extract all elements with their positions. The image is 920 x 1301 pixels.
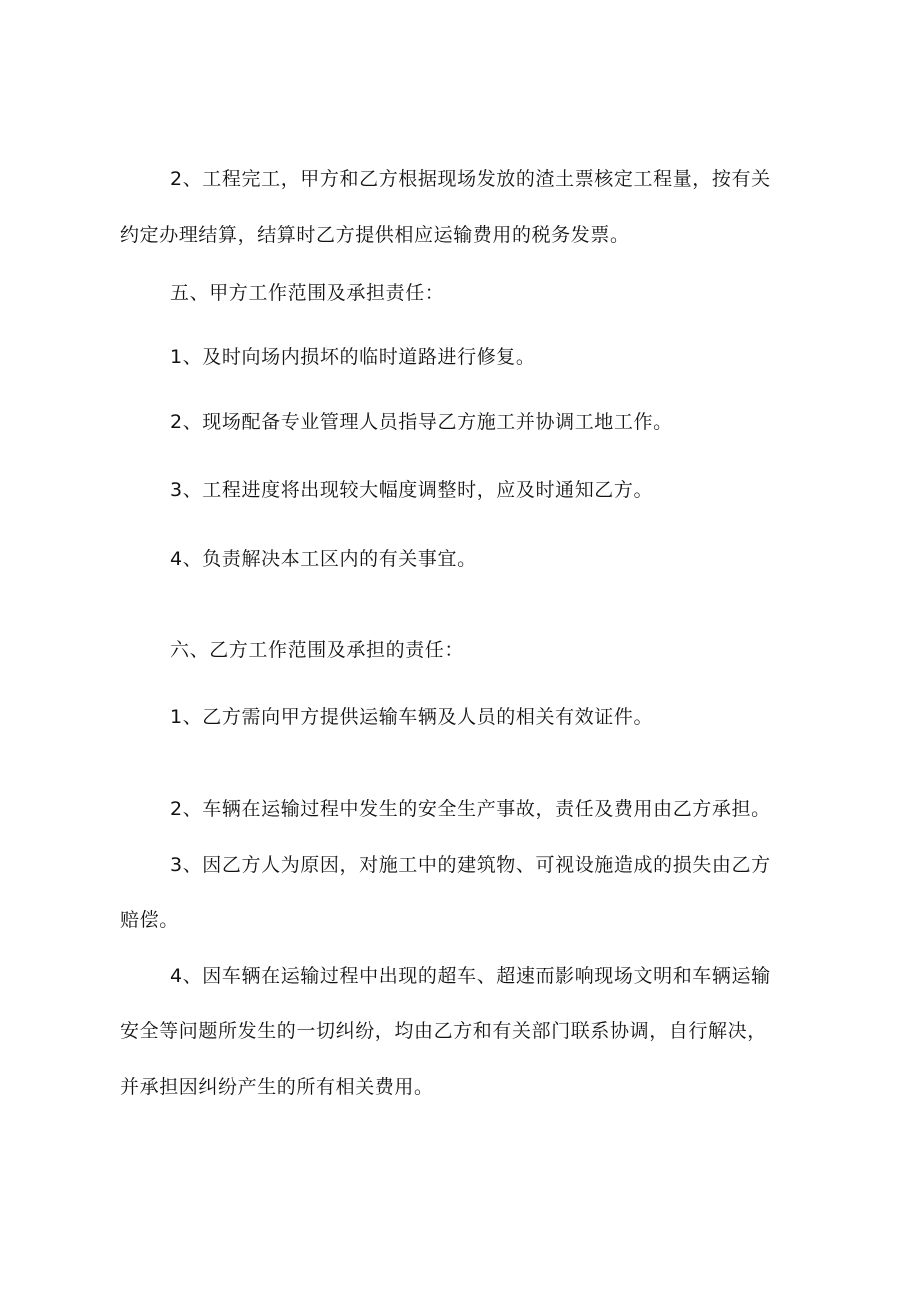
section-six-item-4-line-1: 4、因车辆在运输过程中出现的超车、超速而影响现场文明和车辆运输 <box>170 965 771 987</box>
section-six-item-4-line-2: 安全等问题所发生的一切纠纷，均由乙方和有关部门联系协调，自行解决， <box>120 1020 767 1042</box>
section-five-item-3: 3、工程进度将出现较大幅度调整时，应及时通知乙方。 <box>170 479 654 501</box>
section-six-heading: 六、乙方工作范围及承担的责任： <box>170 639 465 661</box>
section-five-item-4: 4、负责解决本工区内的有关事宜。 <box>170 548 477 570</box>
section-five-item-1: 1、及时向场内损坏的临时道路进行修复。 <box>170 346 536 368</box>
section-six-item-4-line-3: 并承担因纠纷产生的所有相关费用。 <box>120 1076 434 1098</box>
section-six-item-3-line-1: 3、因乙方人为原因，对施工中的建筑物、可视设施造成的损失由乙方 <box>170 854 771 876</box>
section-six-item-2: 2、车辆在运输过程中发生的安全生产事故，责任及费用由乙方承担。 <box>170 798 771 820</box>
section-five-item-2: 2、现场配备专业管理人员指导乙方施工并协调工地工作。 <box>170 411 673 433</box>
section-six-item-1: 1、乙方需向甲方提供运输车辆及人员的相关有效证件。 <box>170 706 654 728</box>
clause-5-2-line-2: 约定办理结算，结算时乙方提供相应运输费用的税务发票。 <box>120 224 630 246</box>
clause-5-2-line-1: 2、工程完工，甲方和乙方根据现场发放的渣土票核定工程量，按有关 <box>170 168 771 190</box>
section-five-heading: 五、甲方工作范围及承担责任： <box>170 282 445 304</box>
section-six-item-3-line-2: 赔偿。 <box>120 909 179 931</box>
